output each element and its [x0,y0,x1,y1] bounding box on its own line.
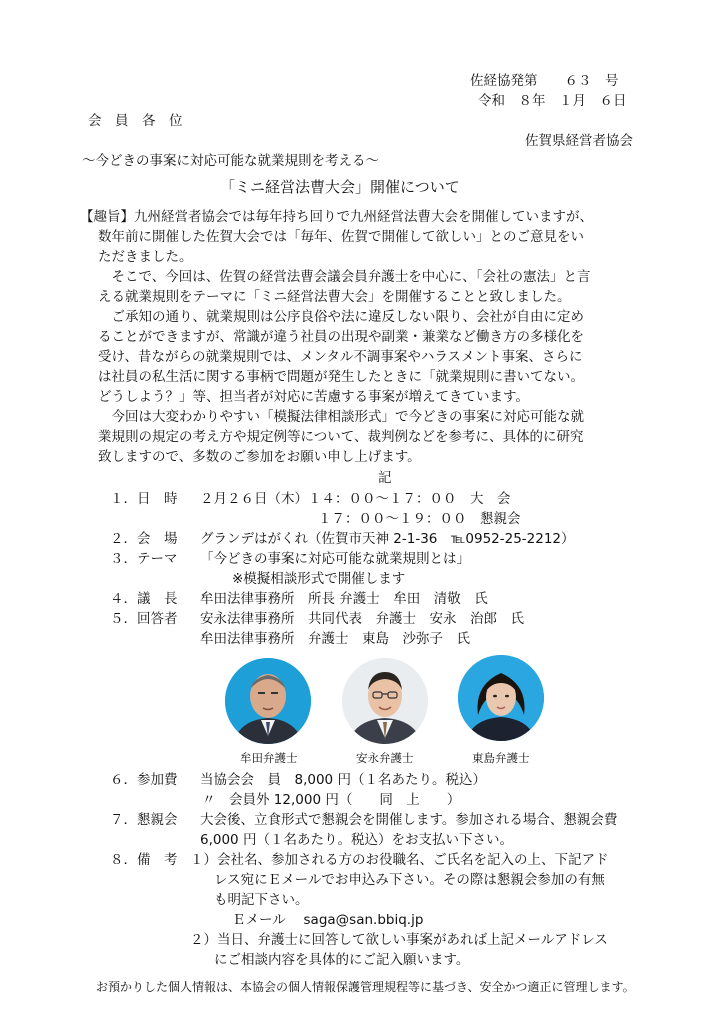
item-7-value: 大会後、立食形式で懇親会を開催します。参加される場合、懇親会費 [200,812,618,828]
ki-marker: 記 [378,470,392,486]
document-date: 令和 ８年 １月 ６日 [478,93,627,109]
item-8-note-1: １）会社名、参加される方のお役職名、ご氏名を記入の上、下記アド [190,852,609,868]
photo-caption-muta: 牟田弁護士 [240,751,298,765]
item-3-value: 「今どきの事案に対応可能な就業規則とは」 [200,551,470,567]
text-line: どうしよう？」等、担当者が対応に苦慮する事案が増えてきています。 [98,389,529,405]
purpose-paragraph [80,207,640,267]
body-paragraph-2 [98,267,658,307]
lawyer-photo-higashijima [458,655,544,741]
item-8-label: ８．備 考 [110,852,178,868]
item-6-value-2: 〃 会員外 12,000 円（ 同 上 ） [202,792,461,808]
item-3-note: ※模擬相談形式で開催します [232,571,406,587]
item-4-label: ４．議 長 [110,591,178,607]
item-8-note-2: ２）当日、弁護士に回答して欲しい事案があれば上記メールアドレス [190,932,608,948]
text-line: ご承知の通り、就業規則は公序良俗や法に違反しない限り、会社が自由に定め [98,309,584,325]
body-paragraph-4 [98,407,658,467]
sender-organization: 佐賀県経営者協会 [525,133,633,149]
text-line: 受け、昔ながらの就業規則では、メンタル不調事案やハラスメント事案、さらに [98,349,583,365]
item-6-value: 当協会会 員 8,000 円（１名あたり。税込） [200,772,486,788]
document-number: 佐経協発第 ６３ 号 [470,73,619,89]
item-8-note-2b: にご相談内容を具体的にご記入願います。 [214,952,470,968]
text-line: そこで、今回は、佐賀の経営法曹会議会員弁護士を中心に、「会社の憲法」と言 [98,269,591,285]
text-line: は社員の私生活に関する事柄で問題が発生したときに「就業規則に書いてない。 [98,369,584,385]
document-subtitle: ～今どきの事案に対応可能な就業規則を考える～ [82,153,379,169]
text-line: ることができますが、常識が違う社員の出現や副業・兼業など働き方の多様化を [98,329,584,345]
item-8-note-1b: レス宛にＥメールでお申込み下さい。その際は懇親会参加の有無 [214,872,605,888]
addressee: 会 員 各 位 [88,113,183,129]
item-5-value-2: 牟田法律事務所 弁護士 東島 沙弥子 氏 [200,631,470,647]
text-line: 致しますので、多数のご参加をお願い申し上げます。 [98,449,421,465]
item-1-value: ２月２６日（木）１４：００～１７：００ 大 会 [200,491,511,507]
item-2-value: グランデはがくれ（佐賀市天神 2-1-36 ℡0952-25-2212） [200,531,575,547]
item-8-note-1c: も明記下さい。 [214,892,309,908]
photo-caption-higashijima: 東島弁護士 [472,751,530,765]
lawyer-photo-yasunaga [342,658,428,744]
privacy-footer: お預かりした個人情報は、本協会の個人情報保護管理規程等に基づき、安全かつ適正に管理します。 [96,980,635,994]
lawyer-photo-muta [225,658,311,744]
contact-email: Ｅメール saga@san.bbiq.jp [232,912,424,928]
text-line: 今回は大変わかりやすい「模擬法律相談形式」で今どきの事案に対応可能な就 [98,409,584,425]
item-3-label: ３．テーマ [110,551,178,567]
portrait-icon [225,658,311,744]
portrait-icon [342,658,428,744]
text-line: 数年前に開催した佐賀大会では「毎年、佐賀で開催して欲しい」とのご意見をい [98,229,584,245]
item-7-label: ７．懇親会 [110,812,178,828]
item-2-label: ２．会 場 [110,531,178,547]
portrait-icon [458,655,544,741]
item-5-value: 安永法律事務所 共同代表 弁護士 安永 治郎 氏 [200,611,524,627]
photo-caption-yasunaga: 安永弁護士 [356,751,414,765]
item-5-label: ５．回答者 [110,611,178,627]
text-line: 業規則の規定の考え方や規定例等について、裁判例などを参考に、具体的に研究 [98,429,584,445]
item-1-value-2: １７：００～１９：００ 懇親会 [318,511,521,527]
body-paragraph-3 [98,307,658,407]
item-1-label: １．日 時 [110,491,178,507]
text-line: 【趣旨】九州経営者協会では毎年持ち回りで九州経営法曹大会を開催していますが、 [80,209,593,225]
item-4-value: 牟田法律事務所 所長 弁護士 牟田 清敬 氏 [200,591,488,607]
text-line: える就業規則をテーマに「ミニ経営法曹大会」を開催することと致しました。 [98,289,571,305]
item-7-value-2: 6,000 円（１名あたり。税込）をお支払い下さい。 [200,832,513,848]
item-6-label: ６．参加費 [110,772,178,788]
document-title: 「ミニ経営法曹大会」開催について [220,178,460,196]
text-line: ただきました。 [98,249,193,265]
